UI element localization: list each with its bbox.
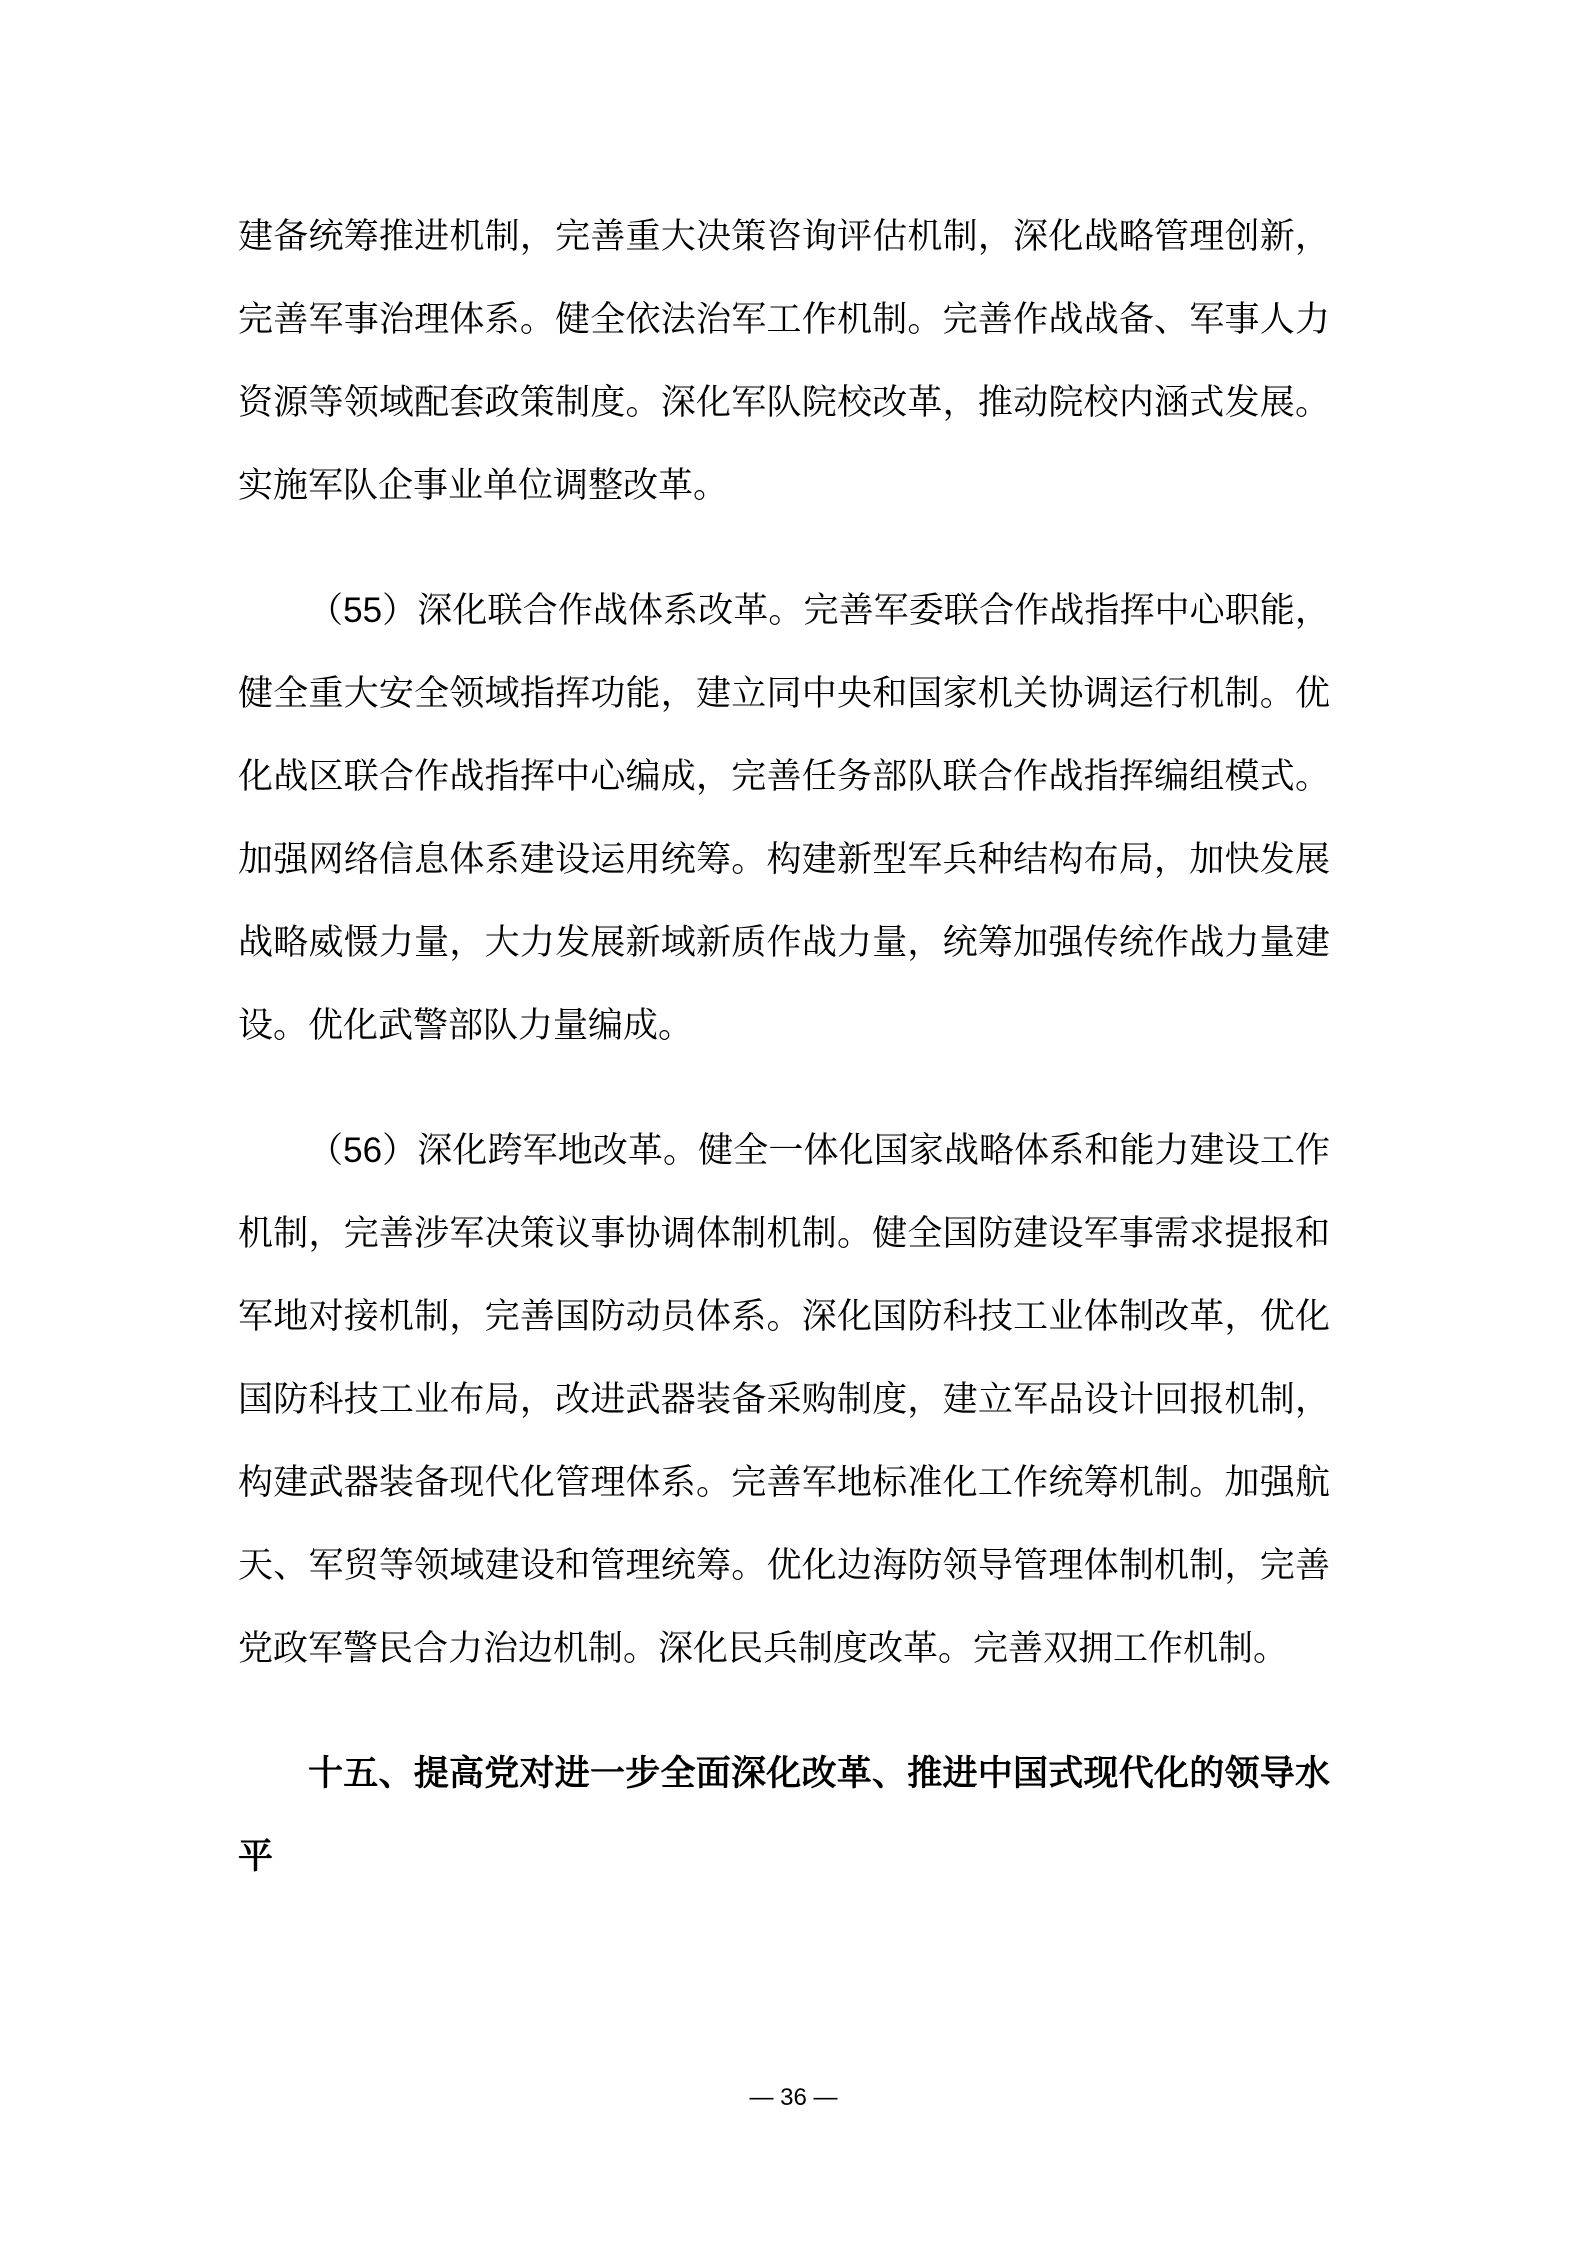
text-line: 构建武器装备现代化管理体系。完善军地标准化工作统筹机制。加强航 [238,1463,1330,1502]
text-line: 天、军贸等领域建设和管理统筹。优化边海防领导管理体制机制，完善 [238,1546,1330,1585]
text-line: （55）深化联合作战体系改革。完善军委联合作战指挥中心职能， [308,591,1330,630]
text-line: （56）深化跨军地改革。健全一体化国家战略体系和能力建设工作 [308,1131,1330,1170]
body-paragraph-continuation [238,195,1330,527]
body-paragraph-item-56 [238,1109,1330,1690]
text-line: 国防科技工业布局，改进武器装备采购制度，建立军品设计回报机制， [238,1380,1330,1419]
page-content [238,0,1330,1940]
text-line: 化战区联合作战指挥中心编成，完善任务部队联合作战指挥编组模式。 [238,757,1330,796]
page-number: — 36 — [749,2084,838,2111]
text-line: 军地对接机制，完善国防动员体系。深化国防科技工业体制改革，优化 [238,1297,1330,1336]
text-line: 党政军警民合力治边机制。深化民兵制度改革。完善双拥工作机制。 [238,1629,1289,1668]
text-line: 健全重大安全领域指挥功能，建立同中央和国家机关协调运行机制。优 [238,674,1330,713]
text-line: 加强网络信息体系建设运用统筹。构建新型军兵种结构布局，加快发展 [238,840,1330,879]
text-line: 完善军事治理体系。健全依法治军工作机制。完善作战战备、军事人力 [238,300,1330,339]
text-line: 建备统筹推进机制，完善重大决策咨询评估机制，深化战略管理创新， [238,217,1330,256]
section-heading-15 [238,1732,1330,1898]
text-line: 设。优化武警部队力量编成。 [238,1006,694,1045]
heading-line: 平 [238,1837,274,1876]
body-paragraph-item-55 [238,569,1330,1067]
text-line: 资源等领域配套政策制度。深化军队院校改革，推动院校内涵式发展。 [238,383,1330,422]
heading-line: 十五、提高党对进一步全面深化改革、推进中国式现代化的领导水 [308,1754,1330,1793]
text-line: 机制，完善涉军决策议事协调体制机制。健全国防建设军事需求提报和 [238,1214,1330,1253]
text-line: 实施军队企事业单位调整改革。 [238,466,729,505]
text-line: 战略威慑力量，大力发展新域新质作战力量，统筹加强传统作战力量建 [238,923,1330,962]
